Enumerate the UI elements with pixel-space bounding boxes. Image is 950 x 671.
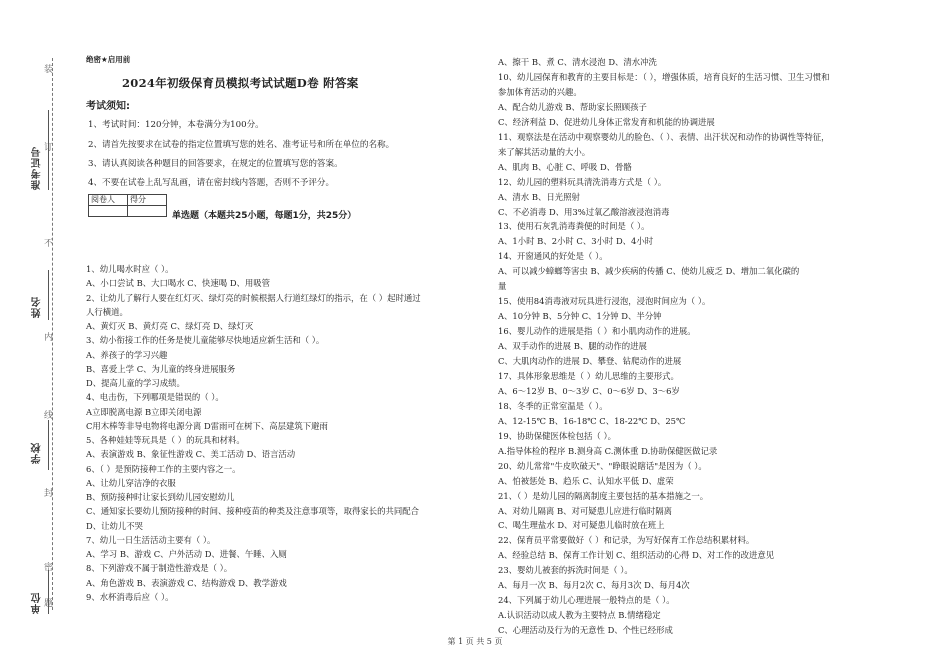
answer-options: C、大肌肉动作的进展 D、攀登、钻爬动作的进展 bbox=[498, 356, 682, 366]
notice-item: 4、不要在试卷上乱写乱画，请在密封线内答题，否则不予评分。 bbox=[88, 178, 335, 188]
answer-options: A、可以减少蟑螂等害虫 B、减少疾病的传播 C、使幼儿疲乏 D、增加二氧化碳的 bbox=[498, 266, 800, 277]
answer-options: C、通知家长要幼儿预防接种的时间、接种疫苗的种类及注意事项等，取得家长的共同配合 bbox=[86, 506, 420, 517]
question-line: 11、观察法是在活动中观察婴幼儿的脸色、（ ）、表情、出汗状况和动作的协调性等特征， bbox=[498, 131, 830, 142]
score-cell[interactable] bbox=[128, 206, 167, 217]
answer-options: A.认识活动以成人教为主要特点 B.情绪稳定 bbox=[498, 610, 661, 621]
name-field-label: 姓名 bbox=[32, 296, 43, 318]
notice-item: 3、请认真阅读各种题目的回答要求，在规定的位置填写您的答案。 bbox=[88, 159, 343, 169]
answer-options: A、10分钟 B、5分钟 C、1分钟 D、半分钟 bbox=[498, 311, 662, 322]
answer-options: D、让幼儿不哭 bbox=[86, 520, 143, 531]
answer-options: A、黄灯灭 B、黄灯亮 C、绿灯亮 D、绿灯灭 bbox=[86, 321, 254, 331]
seal-tick: 装 bbox=[44, 65, 54, 75]
answer-options: C、喝生理盐水 D、对可疑患儿临时放在班上 bbox=[498, 520, 665, 531]
answer-options: A立即脱离电源 B立即关闭电源 bbox=[86, 406, 202, 417]
question-line: 12、幼儿园的塑料玩具清洗消毒方式是（ ）。 bbox=[498, 176, 667, 187]
answer-options: A、表演游戏 B、象征性游戏 C、美工活动 D、语言活动 bbox=[86, 449, 296, 460]
score-header: 得分 bbox=[128, 195, 167, 206]
question-line: 17、具体形象思维是（ ）幼儿思维的主要形式。 bbox=[498, 370, 679, 381]
seal-tick: 密 bbox=[44, 563, 54, 573]
answer-options: A、清水 B、日光照射 bbox=[498, 191, 580, 202]
answer-options: A、肌肉 B、心脏 C、呼吸 D、骨骼 bbox=[498, 161, 632, 172]
answer-options: C、经济利益 D、促进幼儿身体正常发育和机能的协调进展 bbox=[498, 116, 715, 127]
answer-options: C用木棒等非导电物将电源分离 D雷雨可在树下、高层建筑下避雨 bbox=[86, 420, 328, 431]
question-line: 参加体育活动的兴趣。 bbox=[498, 86, 582, 97]
exam-number-field-label: 准考证号 bbox=[32, 146, 43, 190]
notice-heading: 考试须知: bbox=[86, 101, 130, 112]
answer-options: A、让幼儿穿洁净的衣服 bbox=[86, 477, 176, 488]
answer-options: B、预防接种时让家长到幼儿园安慰幼儿 bbox=[86, 492, 235, 502]
question-line: 1、幼儿喝水时应（ ）。 bbox=[86, 264, 174, 274]
notice-item: 1、考试时间：120分钟，本卷满分为100分。 bbox=[88, 120, 264, 130]
question-line: 24、下列属于幼儿心理进展一般特点的是（ ）。 bbox=[498, 595, 675, 606]
score-box bbox=[88, 194, 167, 217]
secret-label: 绝密★启用前 bbox=[86, 55, 131, 64]
question-line: 人行横道。 bbox=[86, 306, 128, 317]
seal-tick: 订 bbox=[44, 143, 54, 153]
answer-options: A、养孩子的学习兴趣 bbox=[86, 349, 168, 360]
seal-tick: 封 bbox=[44, 489, 54, 499]
page-number: 第 1 页 共 5 页 bbox=[447, 637, 503, 646]
grader-cell[interactable] bbox=[89, 206, 128, 217]
question-line: 14、开窗通风的好处是（ ）。 bbox=[498, 251, 608, 262]
unit-field-label: 单位 bbox=[32, 592, 43, 614]
answer-options: A、经验总结 B、保育工作计划 C、组织活动的心得 D、对工作的改进意见 bbox=[498, 550, 775, 561]
name-field-line bbox=[48, 270, 49, 320]
question-line: 16、婴儿动作的进展是指（ ）和小肌肉动作的进展。 bbox=[498, 326, 696, 337]
question-line: 20、幼儿常常"牛皮吹破天"、"睁眼说瞎话"是因为（ ）。 bbox=[498, 460, 707, 471]
question-line: 9、水杯消毒后应（ ）。 bbox=[86, 591, 174, 602]
question-line: 23、婴幼儿被套的拆洗时间是（ ）。 bbox=[498, 565, 633, 576]
question-line: 8、下列游戏不属于制造性游戏是（ ）。 bbox=[86, 563, 233, 574]
answer-options: A、擦干 B、煮 C、清水浸泡 D、清水冲洗 bbox=[498, 57, 657, 67]
question-line: 2、让幼儿了解行人要在红灯灭、绿灯亮的时候根据人行道红绿灯的指示，在（ ）起时通过 bbox=[86, 292, 421, 303]
answer-options: C、心理活动及行为的无意性 D、个性已经形成 bbox=[498, 625, 673, 636]
seal-tick: 内 bbox=[44, 333, 54, 343]
answer-options: C、不必消毒 D、用3%过氧乙酸溶液浸泡消毒 bbox=[498, 206, 670, 217]
question-line: 4、电击伤，下列哪项是错误的（ ）。 bbox=[86, 392, 224, 403]
grader-header: 阅卷人 bbox=[89, 195, 128, 206]
answer-options: A、角色游戏 B、表演游戏 C、结构游戏 D、教学游戏 bbox=[86, 577, 287, 588]
exam-number-field-line bbox=[48, 110, 49, 190]
seal-tick: 不 bbox=[44, 239, 54, 249]
question-line: 10、幼儿园保育和教育的主要目标是：（ ），增强体质，培育良好的生活习惯、卫生习惯和 bbox=[498, 71, 830, 82]
unit-field-line bbox=[48, 570, 49, 614]
answer-options: A、小口尝试 B、大口喝水 C、快速喝 D、用吸管 bbox=[86, 278, 271, 289]
question-line: 13、使用石灰乳消毒粪便的时间是（ ）。 bbox=[498, 221, 650, 232]
answer-options: A.指导体检的程序 B.测身高 C.测体重 D.协助保健医做记录 bbox=[498, 445, 718, 456]
question-line: 6、（ ）是预防接种工作的主要内容之一。 bbox=[86, 463, 241, 474]
answer-options: A、12-15℃ B、16-18℃ C、18-22℃ D、25℃ bbox=[498, 415, 686, 426]
school-field-line bbox=[48, 420, 49, 470]
answer-options: A、6～12岁 B、0～3岁 C、0～6岁 D、3～6岁 bbox=[498, 385, 680, 396]
question-line: 18、冬季的正常室温是（ ）。 bbox=[498, 400, 608, 411]
answer-options: D、提高儿童的学习成绩。 bbox=[86, 378, 185, 388]
question-line: 22、保育员平常要做好（ ）和记录，为写好保育工作总结积累材料。 bbox=[498, 535, 755, 546]
notice-item: 2、请首先按要求在试卷的指定位置填写您的姓名、准考证号和所在单位的名称。 bbox=[88, 140, 395, 150]
question-line: 5、各种娃娃等玩具是（ ）的玩具和材料。 bbox=[86, 435, 245, 445]
seal-tick: 题 bbox=[44, 599, 54, 609]
page-title: 2024年初级保育员模拟考试试题D卷 附答案 bbox=[122, 76, 359, 90]
question-line: 3、幼小衔接工作的任务是使儿童能够尽快地适应新生活和（ ）。 bbox=[86, 335, 325, 346]
answer-options: A、1小时 B、2小时 C、3小时 D、4小时 bbox=[498, 236, 654, 247]
seal-tick: 线 bbox=[44, 411, 54, 421]
answer-options: A、怕被惩处 B、趋乐 C、认知水平低 D、虚荣 bbox=[498, 475, 674, 486]
question-line: 21、（ ）是幼儿园的隔离制度主要包括的基本措施之一。 bbox=[498, 490, 709, 501]
question-line: 量 bbox=[498, 281, 507, 292]
answer-options: A、学习 B、游戏 C、户外活动 D、进餐、午睡、入厕 bbox=[86, 549, 287, 559]
answer-options: B、喜爱上学 C、为儿童的终身进展服务 bbox=[86, 363, 236, 374]
answer-options: A、每月一次 B、每月2次 C、每月3次 D、每月4次 bbox=[498, 580, 690, 591]
answer-options: A、双手动作的进展 B、腿的动作的进展 bbox=[498, 341, 647, 352]
question-line: 来了解其活动量的大小。 bbox=[498, 146, 591, 157]
binding-margin bbox=[0, 0, 80, 671]
question-line: 19、协助保健医体检包括（ ）。 bbox=[498, 430, 616, 441]
question-line: 7、幼儿一日生活活动主要有（ ）。 bbox=[86, 534, 216, 545]
section-heading: 单选题（本题共25小题，每题1分，共25分） bbox=[172, 211, 357, 221]
question-line: 15、使用84消毒液对玩具进行浸泡，浸泡时间应为（ ）。 bbox=[498, 296, 711, 307]
answer-options: A、对幼儿隔离 B、对可疑患儿应进行临时隔离 bbox=[498, 505, 672, 516]
answer-options: A、配合幼儿游戏 B、帮助家长照顾孩子 bbox=[498, 101, 647, 112]
school-field-label: 学校 bbox=[32, 442, 43, 464]
